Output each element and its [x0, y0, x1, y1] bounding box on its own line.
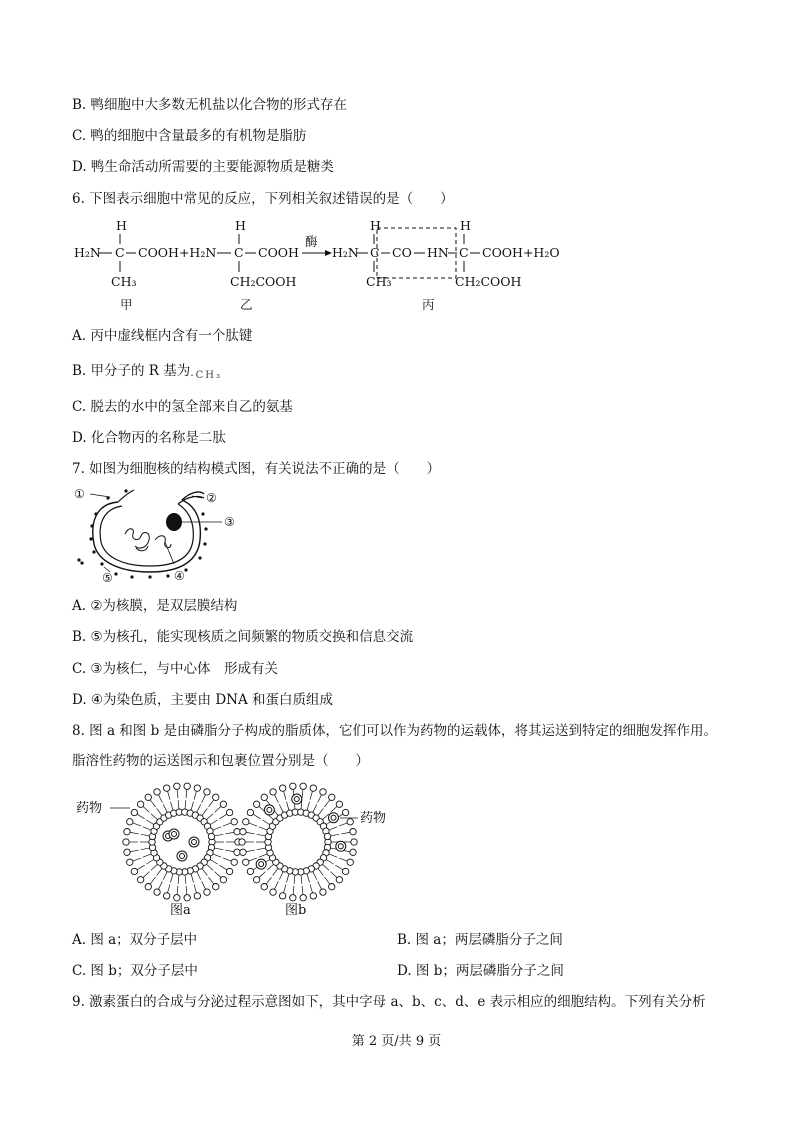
formula-h-top-4: H [460, 218, 471, 233]
label-yi: 乙 [240, 297, 253, 312]
q8-stem-line2: 脂溶性药物的运送图示和包裹位置分别是（ ） [72, 753, 369, 769]
q7-option-b: B. ⑤为核孔，能实现核质之间频繁的物质交换和信息交流 [72, 629, 414, 645]
formula-c-1: C [115, 245, 125, 260]
nucleus-label-2: ② [206, 491, 217, 505]
q6-option-c: C. 脱去的水中的氢全部来自乙的氨基 [72, 399, 293, 415]
q8-stem-line1: 8. 图 a 和图 b 是由磷脂分子构成的脂质体，它们可以作为药物的运载体，将其运送到特定的细胞发挥作用。 [72, 723, 718, 739]
q6-option-b-text: B. 甲分子的 R 基为 [72, 363, 191, 379]
formula-ch2cooh-2: CH₂COOH [230, 274, 297, 289]
formula-enzyme: 酶 [305, 234, 318, 249]
q8-option-c: C. 图 b；双分子层中 [72, 963, 198, 979]
q9-stem: 9. 激素蛋白的合成与分泌过程示意图如下，其中字母 a、b、c、d、e 表示相应的细胞结构。下列有关分析 [72, 994, 706, 1010]
q6-option-a: A. 丙中虚线框内含有一个肽键 [72, 328, 253, 344]
q8-option-d: D. 图 b；两层磷脂分子之间 [397, 963, 564, 979]
q8-option-b: B. 图 a；两层磷脂分子之间 [397, 932, 563, 948]
formula-ch2cooh-4: CH₂COOH [455, 274, 522, 289]
liposome-a [123, 783, 241, 901]
q7-option-d: D. ④为染色质，主要由 DNA 和蛋白质组成 [72, 692, 333, 708]
nucleus-structure-diagram [70, 484, 250, 584]
formula-h2n-1: H₂N [74, 245, 101, 260]
q6-option-b-ch3: -CH₃ [190, 370, 223, 381]
formula-cooh-h2o-3: COOH+H₂O [482, 245, 560, 260]
q6-option-d: D. 化合物丙的名称是二肽 [72, 430, 226, 446]
drug-label-b: 药物 [360, 811, 387, 826]
q5-option-d: D. 鸭生命活动所需要的主要能源物质是糖类 [72, 159, 334, 175]
q7-option-a: A. ②为核膜，是双层膜结构 [72, 598, 238, 614]
q8-option-a: A. 图 a；双分子层中 [72, 932, 198, 948]
formula-h-top-1: H [116, 218, 127, 233]
formula-c-4: C [459, 245, 469, 260]
formula-h-top-3: H [370, 218, 381, 233]
formula-ch3-1: CH₃ [111, 274, 137, 289]
q5-option-c: C. 鸭的细胞中含量最多的有机物是脂肪 [72, 128, 307, 144]
formula-cooh-2: COOH [258, 245, 299, 260]
formula-h-top-2: H [235, 218, 246, 233]
fig-a-caption: 图a [170, 903, 191, 918]
formula-cooh-plus-1: COOH+H₂N [138, 245, 217, 260]
q7-stem: 7. 如图为细胞核的结构模式图，有关说法不正确的是（ ） [72, 461, 441, 477]
drug-label-a: 药物 [76, 801, 103, 816]
liposome-diagram [70, 780, 430, 920]
peptide-reaction-diagram [70, 216, 570, 316]
fig-b-caption: 图b [285, 903, 307, 918]
formula-co-3: CO [392, 245, 412, 260]
formula-c-3: C [370, 245, 380, 260]
nucleus-label-5: ⑤ [102, 571, 113, 584]
q6-option-b [72, 362, 222, 385]
liposome-b [239, 783, 357, 901]
nucleus-label-3: ③ [224, 515, 235, 529]
q7-option-c: C. ③为核仁，与中心体 形成有关 [72, 661, 279, 677]
q6-stem: 6. 下图表示细胞中常见的反应，下列相关叙述错误的是（ ） [72, 191, 454, 207]
formula-h2n-3: H₂N [332, 245, 359, 260]
label-bing: 丙 [422, 297, 435, 312]
label-jia: 甲 [120, 297, 133, 312]
formula-c-2: C [234, 245, 244, 260]
nucleolus-shape [166, 513, 182, 531]
formula-hn-3: HN [427, 245, 449, 260]
formula-ch3-3: CH₃ [366, 274, 392, 289]
page-footer: 第 2 页/共 9 页 [351, 1034, 442, 1049]
q5-option-b: B. 鸭细胞中大多数无机盐以化合物的形式存在 [72, 97, 348, 113]
nucleus-label-1: ① [74, 487, 85, 501]
nucleus-label-4: ④ [174, 569, 185, 583]
